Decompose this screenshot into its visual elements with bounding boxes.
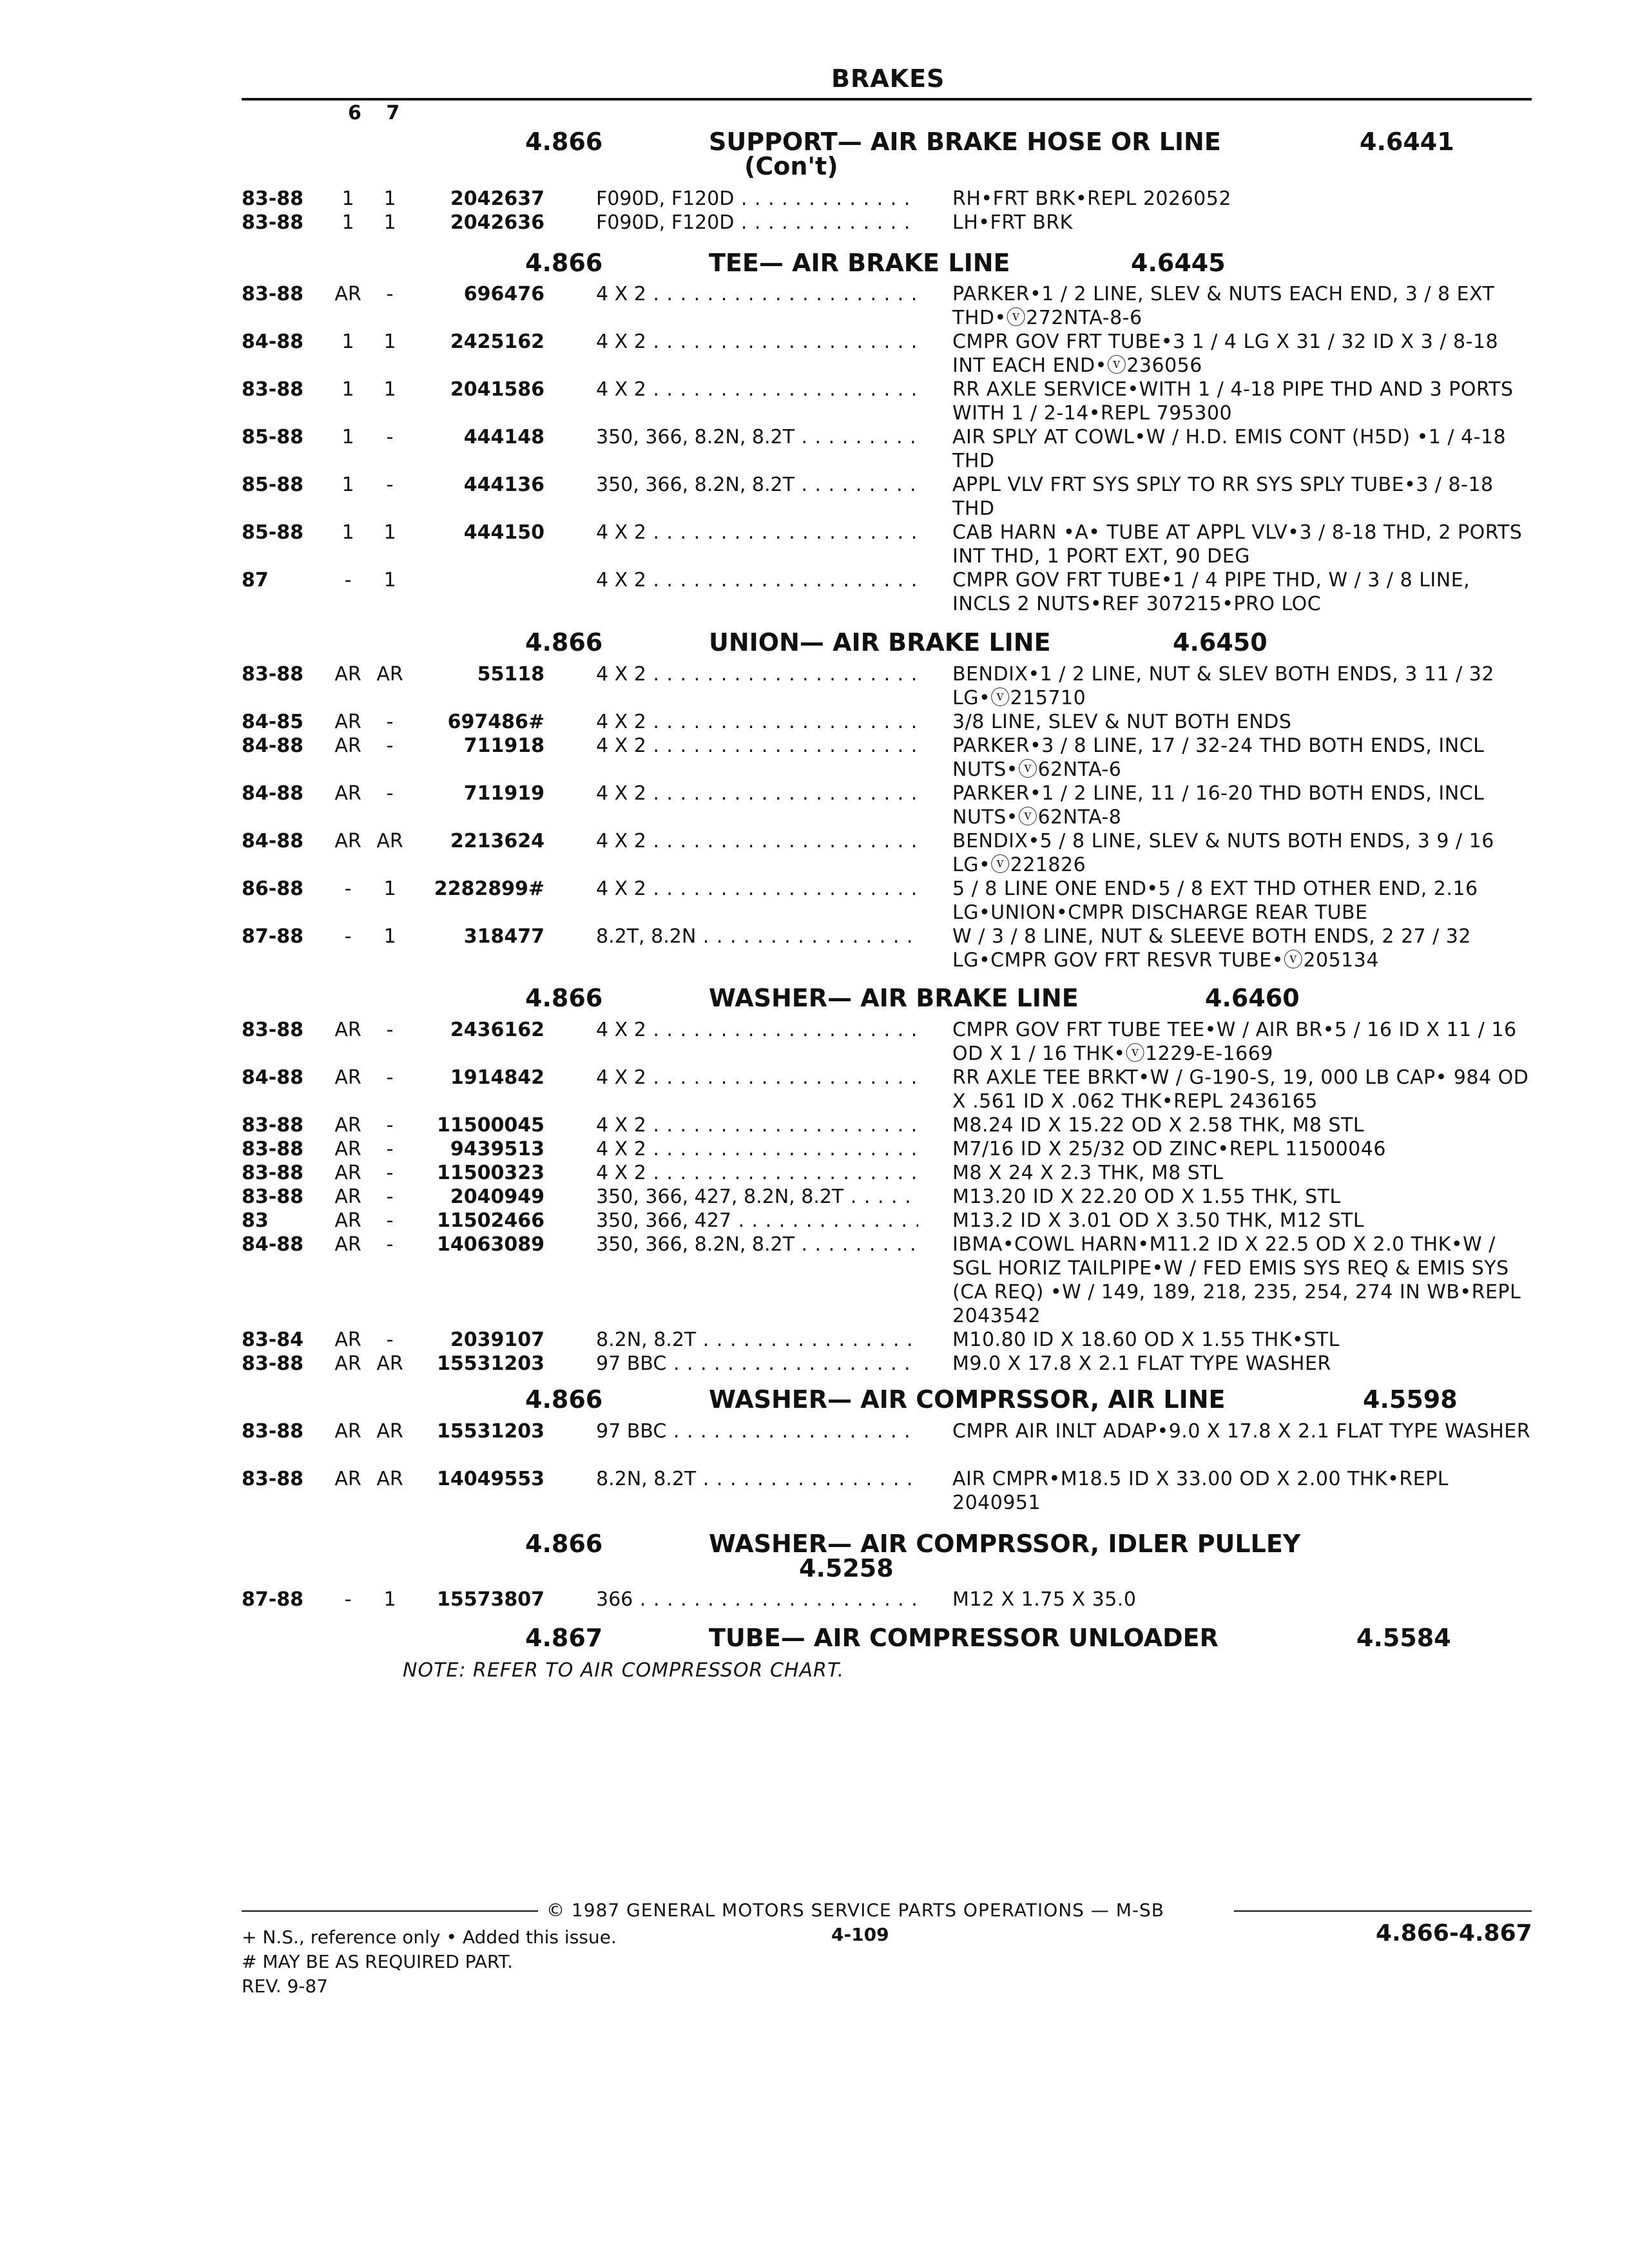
model-cell: F090D, F120D . . . [596,187,918,211]
qty6-cell: AR [334,1352,361,1375]
description-cell: AIR CMPR•M18.5 ID X 33.00 OD X 2.00 THK•REPL 2040951 [952,1468,1449,1514]
year-cell: 84-88 [242,331,304,353]
part-number: 696476 [463,283,545,305]
qty7-cell: - [386,711,394,733]
year-cell: 83-84 [242,1329,304,1351]
description-cell: RH•FRT BRK•REPL 2026052 [952,187,1231,210]
qty7-cell: AR [376,1468,403,1490]
model-cell: 8.2T, 8.2N . . . [596,925,918,948]
year-cell: 84-88 [242,1233,304,1256]
description-cell: M12 X 1.75 X 35.0 [952,1588,1137,1611]
page-title: BRAKES [831,64,945,93]
description-cell: PARKER•3 / 8 LINE, 17 / 32-24 THD BOTH ENDS, INCL NUTS•ⓥ62NTA-6 [952,735,1485,781]
qty6-cell: AR [334,1114,361,1137]
model-cell: 350, 366, 427 . . . [596,1209,918,1233]
model-cell: 97 BBC . . . [596,1419,918,1443]
model-cell: 8.2N, 8.2T . . . [596,1467,918,1491]
part-number: 2042637 [450,187,545,210]
description-cell: CAB HARN •A• TUBE AT APPL VLV•3 / 8-18 THD, 2 PORTS INT THD, 1 PORT EXT, 90 DEG [952,521,1523,568]
year-cell: 83-88 [242,1114,304,1137]
qty6-cell: AR [334,830,361,852]
year-cell: 83-88 [242,283,304,305]
part-number: 15531203 [437,1352,545,1375]
description-cell: BENDIX•1 / 2 LINE, NUT & SLEV BOTH ENDS, 3 11 / 32 LG•ⓥ215710 [952,663,1494,709]
model-cell: 4 X 2 . . . [596,1066,918,1090]
model-cell: 350, 366, 8.2N, 8.2T . . . [596,425,918,449]
section-code: 4.6445 [1131,249,1226,277]
qty6-cell: AR [334,663,361,686]
part-number: 14063089 [437,1233,545,1256]
qty7-cell: AR [376,830,403,852]
qty6-cell: 1 [342,378,354,401]
year-cell: 83 [242,1209,269,1232]
model-cell: 350, 366, 427, 8.2N, 8.2T . . . [596,1185,918,1209]
part-number: 9439513 [450,1138,545,1160]
qty6-cell: AR [334,1329,361,1351]
year-cell: 84-88 [242,1066,304,1089]
page-number: 4-109 [831,1924,889,1945]
model-cell: 4 X 2 . . . [596,378,918,401]
section-number: 4.866 [525,984,603,1012]
description-cell: AIR SPLY AT COWL•W / H.D. EMIS CONT (H5D) •1 / 4-18 THD [952,426,1507,472]
part-number: 711918 [463,735,545,757]
section-code: 4.5258 [799,1554,894,1582]
description-cell: LH•FRT BRK [952,211,1073,234]
qty7-cell: 1 [383,878,396,900]
year-cell: 87 [242,569,269,591]
qty7-cell: - [386,1162,394,1184]
model-cell: 4 X 2 . . . [596,521,918,544]
description-cell: 3/8 LINE, SLEV & NUT BOTH ENDS [952,711,1292,733]
part-number: 2039107 [450,1329,545,1351]
description-cell: CMPR GOV FRT TUBE•1 / 4 PIPE THD, W / 3 / 8 LINE, INCLS 2 NUTS•REF 307215•PRO LOC [952,569,1470,615]
section-number: 4.866 [525,628,603,657]
footer-rule-left [242,1910,538,1912]
description-cell: PARKER•1 / 2 LINE, 11 / 16-20 THD BOTH ENDS, INCL NUTS•ⓥ62NTA-8 [952,782,1485,829]
revision: REV. 9-87 [242,1975,329,1997]
section-title: WASHER— AIR BRAKE LINE [709,984,1079,1012]
qty6-cell: 1 [342,426,354,448]
model-cell: 4 X 2 . . . [596,1161,918,1185]
description-cell: RR AXLE SERVICE•WITH 1 / 4-18 PIPE THD AND 3 PORTS WITH 1 / 2-14•REPL 795300 [952,378,1514,425]
qty7-cell: - [386,1114,394,1137]
model-cell: 4 X 2 . . . [596,662,918,686]
description-cell: CMPR GOV FRT TUBE•3 1 / 4 LG X 31 / 32 ID X 3 / 8-18 INT EACH END•ⓥ236056 [952,331,1499,377]
model-cell: 4 X 2 . . . [596,1137,918,1161]
header-rule [242,98,1532,101]
qty7-cell: - [386,1209,394,1232]
section-code: 4.5598 [1363,1385,1458,1414]
section-number: 4.866 [525,1385,603,1414]
qty6-cell: 1 [342,211,354,234]
part-number: 2040949 [450,1186,545,1208]
description-cell: RR AXLE TEE BRKT•W / G-190-S, 19, 000 LB CAP• 984 OD X .561 ID X .062 THK•REPL 2436165 [952,1066,1529,1113]
year-cell: 84-88 [242,830,304,852]
part-number: 318477 [463,925,545,948]
section-number: 4.866 [525,128,603,156]
year-cell: 84-88 [242,782,304,805]
model-cell: 8.2N, 8.2T . . . [596,1328,918,1352]
section-title: TUBE— AIR COMPRESSOR UNLOADER [709,1624,1219,1652]
part-number: 11500323 [437,1162,545,1184]
qty7-cell: - [386,283,394,305]
part-number: 444136 [463,474,545,496]
qty7-cell: - [386,1233,394,1256]
qty6-cell: - [344,925,352,948]
footer-rule-right [1234,1910,1532,1912]
column-label-6: 6 [348,102,361,124]
section-code: 4.6450 [1173,628,1268,657]
description-cell: 5 / 8 LINE ONE END•5 / 8 EXT THD OTHER END, 2.16 LG•UNION•CMPR DISCHARGE REAR TUBE [952,878,1478,924]
qty6-cell: AR [334,1233,361,1256]
model-cell: 4 X 2 . . . [596,734,918,758]
description-cell: M8 X 24 X 2.3 THK, M8 STL [952,1162,1224,1184]
section-note: NOTE: REFER TO AIR COMPRESSOR CHART. [403,1659,845,1682]
part-number: 711919 [463,782,545,805]
qty7-cell: 1 [383,569,396,591]
year-cell: 83-88 [242,187,304,210]
qty7-cell: 1 [383,925,396,948]
copyright: © 1987 GENERAL MOTORS SERVICE PARTS OPERATIONS — M-SB [546,1899,1164,1921]
qty6-cell: AR [334,1019,361,1041]
qty7-cell: - [386,1329,394,1351]
description-cell: M13.20 ID X 22.20 OD X 1.55 THK, STL [952,1186,1341,1208]
qty6-cell: AR [334,711,361,733]
model-cell: 4 X 2 . . . [596,282,918,306]
part-number: 11502466 [437,1209,545,1232]
description-cell: W / 3 / 8 LINE, NUT & SLEEVE BOTH ENDS, 2 27 / 32 LG•CMPR GOV FRT RESVR TUBE•ⓥ205134 [952,925,1471,972]
description-cell: CMPR AIR INLT ADAP•9.0 X 17.8 X 2.1 FLAT TYPE WASHER [952,1420,1531,1443]
section-code: 4.6460 [1205,984,1300,1012]
part-number: 15573807 [437,1588,545,1611]
qty6-cell: AR [334,1468,361,1490]
section-title: WASHER— AIR COMPRSSOR, AIR LINE [709,1385,1226,1414]
year-cell: 86-88 [242,878,304,900]
part-number: 697486# [447,711,545,733]
model-cell: 4 X 2 . . . [596,1113,918,1137]
qty6-cell: 1 [342,187,354,210]
qty7-cell: - [386,474,394,496]
qty6-cell: AR [334,782,361,805]
qty7-cell: - [386,1186,394,1208]
qty6-cell: - [344,878,352,900]
section-number: 4.867 [525,1624,603,1652]
column-label-7: 7 [386,102,400,124]
qty7-cell: AR [376,663,403,686]
section-title: SUPPORT— AIR BRAKE HOSE OR LINE [709,128,1221,156]
legend-not-serviced: + N.S., reference only • Added this issue. [242,1927,617,1948]
year-cell: 83-88 [242,1019,304,1041]
qty7-cell: 1 [383,211,396,234]
description-cell: IBMA•COWL HARN•M11.2 ID X 22.5 OD X 2.0 THK•W / SGL HORIZ TAILPIPE•W / FED EMIS SYS REQ & EMIS SYS (CA REQ) •W / 149, 189, 218, 235, 254, 274 IN WB•REPL 2043542 [952,1233,1521,1327]
part-number: 55118 [477,663,545,686]
year-cell: 84-88 [242,735,304,757]
qty7-cell: - [386,1019,394,1041]
column-labels [348,102,400,124]
qty6-cell: AR [334,283,361,305]
qty7-cell: 1 [383,521,396,544]
model-cell: 366 . . . [596,1588,918,1611]
qty6-cell: 1 [342,331,354,353]
model-cell: 350, 366, 8.2N, 8.2T . . . [596,1233,918,1256]
year-cell: 83-88 [242,1352,304,1375]
qty7-cell: 1 [383,187,396,210]
part-number: 2425162 [450,331,545,353]
section-title: WASHER— AIR COMPRSSOR, IDLER PULLEY [709,1530,1301,1558]
qty6-cell: 1 [342,521,354,544]
year-cell: 84-85 [242,711,304,733]
description-cell: M7/16 ID X 25/32 OD ZINC•REPL 11500046 [952,1138,1386,1160]
qty6-cell: - [344,569,352,591]
part-number: 14049553 [437,1468,545,1490]
model-cell: 4 X 2 . . . [596,877,918,901]
qty7-cell: AR [376,1352,403,1375]
section-code: 4.6441 [1360,128,1454,156]
model-cell: 350, 366, 8.2N, 8.2T . . . [596,473,918,497]
year-cell: 83-88 [242,1162,304,1184]
part-number: 2042636 [450,211,545,234]
year-cell: 83-88 [242,663,304,686]
qty7-cell: 1 [383,1588,396,1611]
part-number: 11500045 [437,1114,545,1137]
description-cell: CMPR GOV FRT TUBE TEE•W / AIR BR•5 / 16 ID X 11 / 16 OD X 1 / 16 THK•ⓥ1229-E-1669 [952,1019,1517,1065]
model-cell: 4 X 2 . . . [596,782,918,805]
year-cell: 83-88 [242,1186,304,1208]
description-cell: BENDIX•5 / 8 LINE, SLEV & NUTS BOTH ENDS, 3 9 / 16 LG•ⓥ221826 [952,830,1494,876]
model-cell: F090D, F120D . . . [596,211,918,235]
qty6-cell: AR [334,1162,361,1184]
qty6-cell: AR [334,735,361,757]
qty7-cell: - [386,735,394,757]
year-cell: 83-88 [242,1420,304,1443]
qty7-cell: AR [376,1420,403,1443]
section-number: 4.866 [525,249,603,277]
part-number: 444150 [463,521,545,544]
model-cell: 4 X 2 . . . [596,568,918,592]
qty6-cell: AR [334,1420,361,1443]
model-cell: 4 X 2 . . . [596,1018,918,1042]
qty7-cell: - [386,782,394,805]
model-cell: 97 BBC . . . [596,1352,918,1376]
part-number: 1914842 [450,1066,545,1089]
year-cell: 87-88 [242,925,304,948]
qty6-cell: - [344,1588,352,1611]
part-number: 444148 [463,426,545,448]
section-title: UNION— AIR BRAKE LINE [709,628,1051,657]
year-cell: 87-88 [242,1588,304,1611]
part-number: 2041586 [450,378,545,401]
part-number: 2213624 [450,830,545,852]
section-title: TEE— AIR BRAKE LINE [709,249,1010,277]
year-cell: 85-88 [242,474,304,496]
year-cell: 85-88 [242,426,304,448]
year-cell: 85-88 [242,521,304,544]
qty7-cell: 1 [383,331,396,353]
qty6-cell: AR [334,1066,361,1089]
description-cell: M13.2 ID X 3.01 OD X 3.50 THK, M12 STL [952,1209,1365,1232]
year-cell: 83-88 [242,378,304,401]
qty7-cell: - [386,1066,394,1089]
description-cell: M8.24 ID X 15.22 OD X 2.58 THK, M8 STL [952,1114,1365,1137]
year-cell: 83-88 [242,211,304,234]
qty6-cell: AR [334,1209,361,1232]
qty6-cell: AR [334,1138,361,1160]
description-cell: M10.80 ID X 18.60 OD X 1.55 THK•STL [952,1329,1340,1351]
part-number: 2282899# [434,878,545,900]
page-range: 4.866-4.867 [1376,1920,1532,1946]
year-cell: 83-88 [242,1138,304,1160]
qty6-cell: AR [334,1186,361,1208]
section-number: 4.866 [525,1530,603,1558]
section-code: 4.5584 [1356,1624,1451,1652]
part-number: 15531203 [437,1420,545,1443]
qty6-cell: 1 [342,474,354,496]
qty7-cell: - [386,426,394,448]
qty7-cell: - [386,1138,394,1160]
model-cell: 4 X 2 . . . [596,330,918,354]
description-cell: PARKER•1 / 2 LINE, SLEV & NUTS EACH END, 3 / 8 EXT THD•ⓥ272NTA-8-6 [952,283,1495,329]
legend-as-required: # MAY BE AS REQUIRED PART. [242,1951,514,1972]
description-cell: M9.0 X 17.8 X 2.1 FLAT TYPE WASHER [952,1352,1331,1375]
model-cell: 4 X 2 . . . [596,710,918,734]
section-subtitle: (Con't) [744,152,838,180]
part-number: 2436162 [450,1019,545,1041]
qty7-cell: 1 [383,378,396,401]
model-cell: 4 X 2 . . . [596,829,918,853]
description-cell: APPL VLV FRT SYS SPLY TO RR SYS SPLY TUBE•3 / 8-18 THD [952,474,1494,520]
year-cell: 83-88 [242,1468,304,1490]
